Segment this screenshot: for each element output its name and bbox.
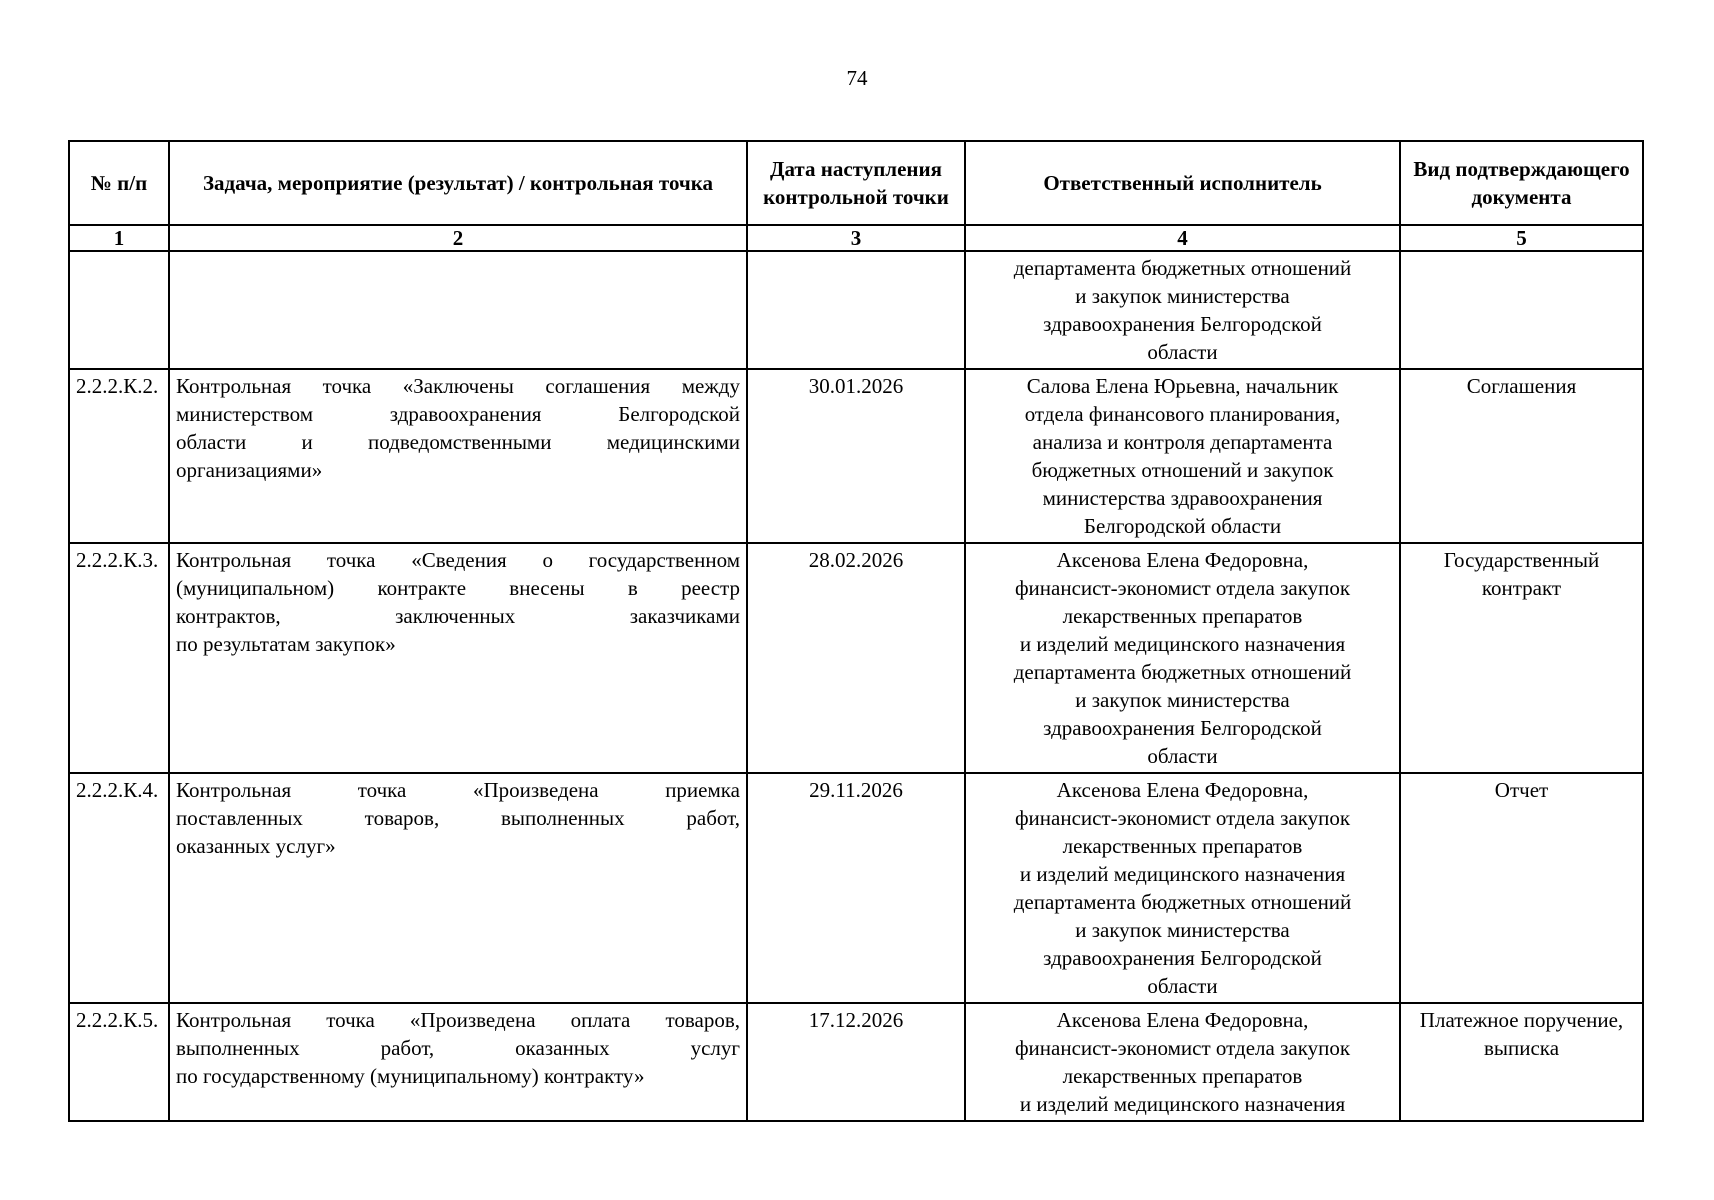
executor-line: Аксенова Елена Федоровна, [1056, 778, 1309, 802]
document-cell: Соглашения [1400, 369, 1643, 543]
document-cell: Отчет [1400, 773, 1643, 1003]
executor-line: и закупок министерства [1075, 688, 1290, 712]
task-cell [169, 369, 747, 543]
date-cell: 29.11.2026 [747, 773, 965, 1003]
executor-line: лекарственных препаратов [1062, 1064, 1303, 1088]
page-number: 74 [846, 66, 868, 90]
task-line: выполненных работ, оказанных услуг [176, 1036, 740, 1060]
executor-line: и закупок министерства [1075, 284, 1290, 308]
row-number: 2.2.2.К.2. [69, 369, 169, 543]
column-number: 5 [1400, 225, 1643, 251]
table-row [69, 369, 1643, 543]
task-line: области и подведомственными медицинскими [176, 430, 740, 454]
executor-line: Аксенова Елена Федоровна, [1056, 1008, 1309, 1032]
column-number-row [69, 225, 1643, 251]
executor-line: отдела финансового планирования, [1024, 402, 1341, 426]
task-line: по государственному (муниципальному) контракту» [176, 1064, 645, 1088]
executor-line: здравоохранения Белгородской [1043, 716, 1322, 740]
task-cell [169, 251, 747, 369]
table-row [69, 543, 1643, 773]
executor-line: Белгородской области [1083, 514, 1282, 538]
executor-line: здравоохранения Белгородской [1043, 312, 1322, 336]
executor-line: и изделий медицинского назначения [1019, 1092, 1346, 1116]
executor-cell [965, 773, 1400, 1003]
table-row [69, 1003, 1643, 1121]
executor-line: здравоохранения Белгородской [1043, 946, 1322, 970]
column-number: 1 [69, 225, 169, 251]
date-cell: 30.01.2026 [747, 369, 965, 543]
table-row [69, 773, 1643, 1003]
column-number: 3 [747, 225, 965, 251]
executor-line: департамента бюджетных отношений [1013, 660, 1352, 684]
task-line: Контрольная точка «Сведения о государственном [176, 548, 740, 572]
task-line: по результатам закупок» [176, 632, 396, 656]
header-executor: Ответственный исполнитель [965, 141, 1400, 225]
document-cell: Платежное поручение, выписка [1400, 1003, 1643, 1121]
executor-line: Аксенова Елена Федоровна, [1056, 548, 1309, 572]
task-line: Контрольная точка «Заключены соглашения между [176, 374, 740, 398]
executor-cell [965, 251, 1400, 369]
executor-line: области [1147, 744, 1218, 768]
executor-line: департамента бюджетных отношений [1013, 890, 1352, 914]
task-cell [169, 543, 747, 773]
row-number: 2.2.2.К.5. [69, 1003, 169, 1121]
task-cell [169, 1003, 747, 1121]
executor-line: лекарственных препаратов [1062, 834, 1303, 858]
row-number: 2.2.2.К.3. [69, 543, 169, 773]
column-number: 4 [965, 225, 1400, 251]
executor-line: финансист-экономист отдела закупок [1014, 576, 1351, 600]
executor-line: финансист-экономист отдела закупок [1014, 806, 1351, 830]
executor-line: министерства здравоохранения [1042, 486, 1323, 510]
executor-line: анализа и контроля департамента [1032, 430, 1333, 454]
header-date: Дата наступления контрольной точки [747, 141, 965, 225]
task-cell [169, 773, 747, 1003]
row-number: 2.2.2.К.4. [69, 773, 169, 1003]
executor-cell [965, 1003, 1400, 1121]
date-cell: 28.02.2026 [747, 543, 965, 773]
executor-line: и изделий медицинского назначения [1019, 632, 1346, 656]
executor-line: департамента бюджетных отношений [1013, 256, 1352, 280]
task-line: Контрольная точка «Произведена оплата товаров, [176, 1008, 740, 1032]
table-row [69, 251, 1643, 369]
task-line: контрактов, заключенных заказчиками [176, 604, 740, 628]
executor-line: и закупок министерства [1075, 918, 1290, 942]
header-row [69, 141, 1643, 225]
task-line: поставленных товаров, выполненных работ, [176, 806, 740, 830]
executor-line: финансист-экономист отдела закупок [1014, 1036, 1351, 1060]
task-line: (муниципальном) контракте внесены в реестр [176, 576, 740, 600]
task-line: организациями» [176, 458, 323, 482]
control-points-table [68, 140, 1644, 1122]
executor-line: бюджетных отношений и закупок [1031, 458, 1334, 482]
executor-cell [965, 369, 1400, 543]
executor-line: Салова Елена Юрьевна, начальник [1026, 374, 1339, 398]
executor-cell [965, 543, 1400, 773]
row-number [69, 251, 169, 369]
header-task: Задача, мероприятие (результат) / контрольная точка [169, 141, 747, 225]
date-cell [747, 251, 965, 369]
document-cell: Государственный контракт [1400, 543, 1643, 773]
column-number: 2 [169, 225, 747, 251]
task-line: министерством здравоохранения Белгородской [176, 402, 740, 426]
header-num: № п/п [69, 141, 169, 225]
executor-line: и изделий медицинского назначения [1019, 862, 1346, 886]
executor-line: области [1147, 974, 1218, 998]
date-cell: 17.12.2026 [747, 1003, 965, 1121]
executor-line: лекарственных препаратов [1062, 604, 1303, 628]
header-document: Вид подтверждающего документа [1400, 141, 1643, 225]
document-cell [1400, 251, 1643, 369]
executor-line: области [1147, 340, 1218, 364]
task-line: оказанных услуг» [176, 834, 336, 858]
task-line: Контрольная точка «Произведена приемка [176, 778, 740, 802]
